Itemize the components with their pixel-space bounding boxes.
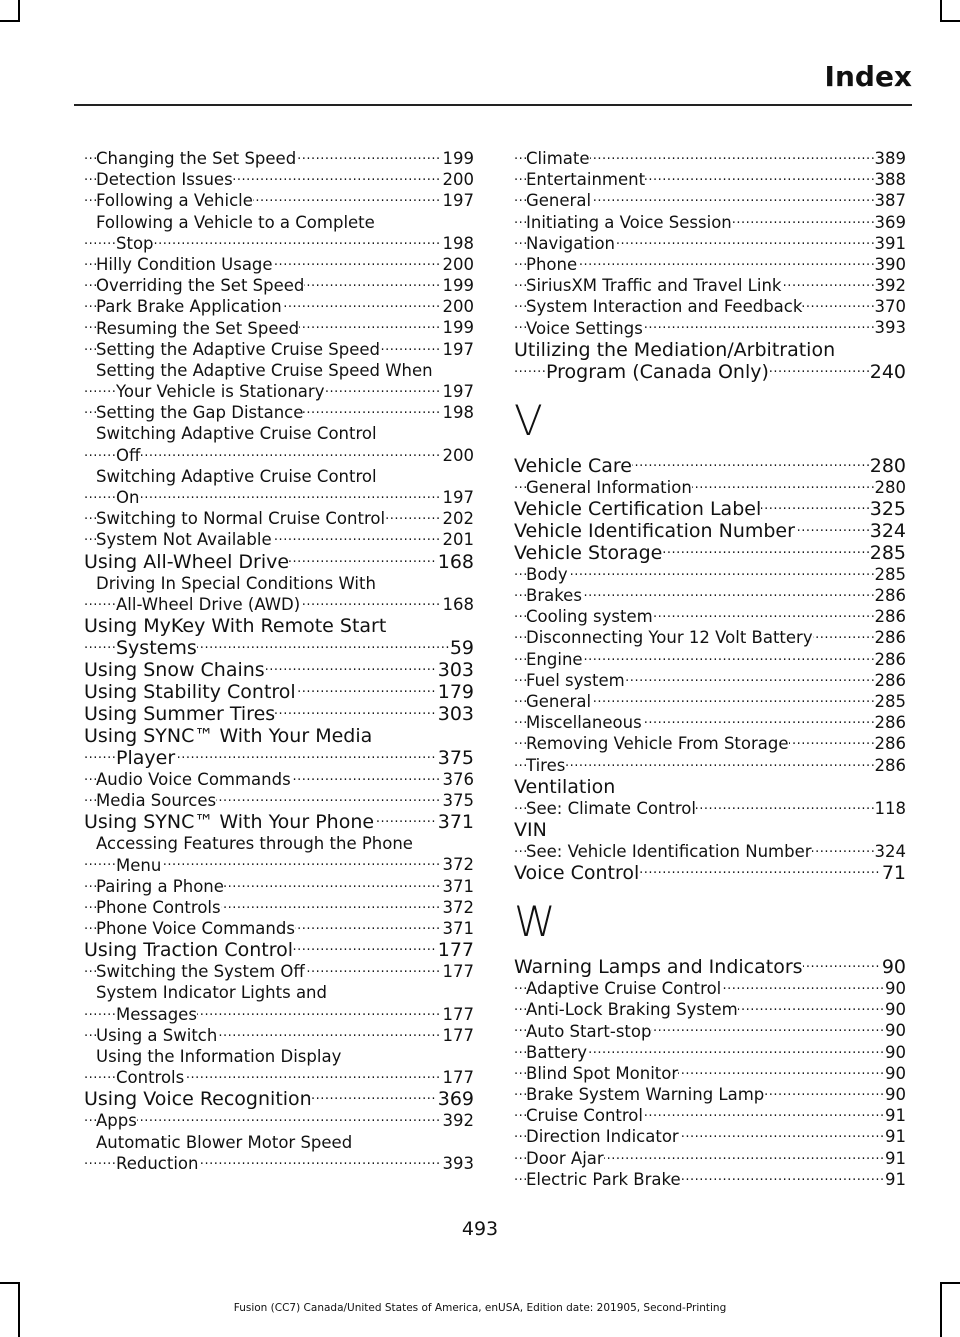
- index-entry: [514, 841, 906, 862]
- index-entry: [514, 190, 906, 211]
- index-entry-text: Switching to Normal Cruise Control: [96, 509, 386, 529]
- index-entry-text: Anti-Lock Braking System: [526, 1000, 738, 1020]
- index-entry-text: Auto Start-stop: [526, 1021, 652, 1041]
- title-divider: [74, 104, 912, 106]
- crop-mark-top-left-v: [18, 0, 20, 22]
- index-page-ref: 391: [874, 233, 906, 253]
- index-entry-text: Brakes: [526, 586, 582, 606]
- index-entry: [514, 296, 906, 317]
- index-entry: [514, 477, 906, 498]
- index-entry-text: Using Summer Tires: [84, 702, 276, 725]
- index-entry: [514, 585, 906, 606]
- index-entry: [84, 637, 474, 659]
- index-entry-text: Engine: [526, 649, 583, 669]
- index-entry-text: Driving In Special Conditions With: [96, 573, 376, 593]
- index-entry: [84, 466, 474, 487]
- index-entry-text: Miscellaneous: [526, 713, 642, 733]
- index-entry: [84, 659, 474, 681]
- index-page-ref: 285: [874, 691, 906, 711]
- index-entry: [514, 1042, 906, 1063]
- index-entry-text: Controls: [116, 1068, 185, 1088]
- index-page-ref: 90: [885, 979, 906, 999]
- index-page-ref: 91: [885, 1169, 906, 1189]
- index-entry-text: System Not Available: [96, 530, 272, 550]
- index-page-ref: 286: [874, 670, 906, 690]
- index-entry: [514, 1021, 906, 1042]
- index-page-ref: 371: [442, 919, 474, 939]
- index-entry: [514, 498, 906, 520]
- index-entry-text: Blind Spot Monitor: [526, 1063, 679, 1083]
- index-entry-text: Automatic Blower Motor Speed: [96, 1132, 353, 1152]
- index-entry: [514, 606, 906, 627]
- index-entry: [514, 755, 906, 776]
- index-page-ref: 280: [869, 454, 906, 477]
- index-entry-text: Using SYNC™ With Your Phone: [84, 811, 375, 834]
- index-page-ref: 372: [442, 855, 474, 875]
- index-entry: [514, 169, 906, 190]
- index-entry-text: V: [514, 395, 543, 445]
- index-entry-text: Cooling system: [526, 607, 653, 627]
- index-entry: [84, 381, 474, 402]
- index-entry: [84, 1025, 474, 1046]
- index-page-ref: 177: [442, 1004, 474, 1024]
- index-page-ref: 371: [442, 876, 474, 896]
- index-page-ref: 303: [437, 702, 474, 725]
- index-page-ref: 286: [874, 607, 906, 627]
- index-page-ref: 177: [437, 939, 474, 962]
- index-entry-text: Entertainment: [526, 170, 646, 190]
- index-page-ref: 179: [437, 680, 474, 703]
- index-entry-text: System Indicator Lights and: [96, 983, 327, 1003]
- index-entry: [514, 691, 906, 712]
- index-page-ref: 369: [874, 212, 906, 232]
- index-entry-text: Door Ajar: [526, 1148, 604, 1168]
- index-entry: [514, 455, 906, 477]
- index-entry: [514, 542, 906, 564]
- index-page-ref: 285: [874, 564, 906, 584]
- index-entry-text: SiriusXM Traffic and Travel Link: [526, 276, 782, 296]
- index-page-ref: 200: [442, 445, 474, 465]
- index-page-ref: 199: [442, 276, 474, 296]
- index-entry-text: Following a Vehicle to a Complete: [96, 212, 375, 232]
- index-entry-text: Phone: [526, 254, 578, 274]
- index-entry-text: VIN: [514, 818, 547, 841]
- index-page-ref: 90: [885, 1000, 906, 1020]
- index-entry-text: Warning Lamps and Indicators: [514, 956, 803, 979]
- index-page-ref: 168: [442, 594, 474, 614]
- index-page-ref: 59: [449, 636, 474, 659]
- index-entry: [84, 445, 474, 466]
- index-entry: [514, 361, 906, 383]
- index-entry-text: Disconnecting Your 12 Volt Battery: [526, 628, 813, 648]
- index-page-ref: 392: [874, 276, 906, 296]
- index-entry: [84, 508, 474, 529]
- index-page-ref: 91: [885, 1127, 906, 1147]
- index-entry: [514, 956, 906, 978]
- index-entry-text: Your Vehicle is Stationary: [116, 382, 325, 402]
- index-entry-text: Electric Park Brake: [526, 1169, 681, 1189]
- index-entry: [84, 876, 474, 897]
- index-entry-text: Using Snow Chains: [84, 658, 265, 681]
- index-entry: [514, 733, 906, 754]
- index-entry: [84, 254, 474, 275]
- index-page-ref: 200: [442, 170, 474, 190]
- index-entry: [84, 360, 474, 381]
- index-entry-text: Using a Switch: [96, 1025, 218, 1045]
- index-page-ref: 371: [437, 811, 474, 834]
- index-page-ref: 392: [442, 1111, 474, 1131]
- index-entry-text: Switching Adaptive Cruise Control: [96, 424, 377, 444]
- index-entry-text: Setting the Adaptive Cruise Speed When: [96, 360, 433, 380]
- index-page-ref: 91: [885, 1148, 906, 1168]
- index-entry: [514, 520, 906, 542]
- index-entry-text: Stop: [116, 233, 154, 253]
- index-page-ref: 393: [442, 1153, 474, 1173]
- index-entry-text: Park Brake Application: [96, 297, 282, 317]
- index-entry-text: Vehicle Certification Label: [514, 497, 762, 520]
- index-entry-text: Hilly Condition Usage: [96, 254, 273, 274]
- index-entry: [514, 339, 906, 361]
- index-entry-text: Systems: [116, 636, 197, 659]
- index-entry-text: Using SYNC™ With Your Media: [84, 724, 373, 747]
- index-page-ref: 71: [881, 862, 906, 885]
- crop-mark-top-left-h: [0, 20, 20, 22]
- index-entry: [84, 918, 474, 939]
- index-entry-text: Using All-Wheel Drive: [84, 550, 290, 573]
- index-page-ref: 286: [874, 713, 906, 733]
- index-entry-text: Tires: [526, 755, 566, 775]
- index-page-ref: 168: [437, 550, 474, 573]
- index-entry-text: Removing Vehicle From Storage: [526, 734, 789, 754]
- index-page-ref: 388: [874, 170, 906, 190]
- index-entry: [514, 649, 906, 670]
- index-entry-text: Cruise Control: [526, 1106, 643, 1126]
- index-entry: [84, 1153, 474, 1174]
- index-page-ref: 199: [442, 318, 474, 338]
- crop-mark-bottom-left-h: [0, 1282, 20, 1284]
- index-entry: [514, 999, 906, 1020]
- crop-mark-top-right-v: [940, 0, 942, 22]
- index-entry: [84, 703, 474, 725]
- index-entry: [84, 296, 474, 317]
- index-entry: [84, 275, 474, 296]
- index-entry-text: Menu: [116, 855, 162, 875]
- index-entry: [514, 1169, 906, 1190]
- index-entry-text: See: Climate Control: [526, 798, 696, 818]
- index-entry: [514, 627, 906, 648]
- index-entry-text: Fuel system: [526, 670, 625, 690]
- footer-edition-text: Fusion (CC7) Canada/United States of America, enUSA, Edition date: 201905, Second-Printing: [233, 1302, 727, 1314]
- index-entry-text: Using Voice Recognition: [84, 1088, 312, 1111]
- index-entry: [84, 573, 474, 594]
- index-entry-text: Apps: [96, 1111, 137, 1131]
- index-page-ref: 198: [442, 233, 474, 253]
- index-page-ref: 202: [442, 509, 474, 529]
- index-entry: [514, 862, 906, 884]
- index-entry: [84, 594, 474, 615]
- index-entry: [514, 254, 906, 275]
- index-entry-text: Vehicle Storage: [514, 541, 663, 564]
- index-entry-text: General Information: [526, 477, 692, 497]
- index-entry-text: Using Traction Control: [84, 939, 294, 962]
- index-entry: [84, 747, 474, 769]
- index-page-ref: 303: [437, 658, 474, 681]
- index-entry: [84, 402, 474, 423]
- index-entry: [84, 939, 474, 961]
- index-entry: [84, 148, 474, 169]
- index-entry-text: Phone Controls: [96, 897, 221, 917]
- index-entry-text: Utilizing the Mediation/Arbitration: [514, 338, 836, 361]
- index-entry-text: W: [514, 897, 556, 947]
- index-entry-text: Vehicle Identification Number: [514, 519, 795, 542]
- index-letter-heading: [514, 884, 906, 956]
- index-entry: [514, 1126, 906, 1147]
- index-entry: [84, 833, 474, 854]
- index-entry-text: Phone Voice Commands: [96, 919, 295, 939]
- index-column-right: [514, 148, 906, 1190]
- index-entry-text: Following a Vehicle: [96, 191, 253, 211]
- index-page-ref: 118: [874, 798, 906, 818]
- index-page-ref: 197: [442, 191, 474, 211]
- index-entry: [514, 1084, 906, 1105]
- index-entry: [514, 212, 906, 233]
- index-page-ref: 286: [874, 586, 906, 606]
- index-entry-text: System Interaction and Feedback: [526, 297, 803, 317]
- index-page-ref: 200: [442, 254, 474, 274]
- index-entry-text: Off: [116, 445, 141, 465]
- index-entry-text: Player: [116, 746, 176, 769]
- index-entry: [84, 233, 474, 254]
- index-entry-text: Reduction: [116, 1153, 199, 1173]
- index-entry: [84, 423, 474, 444]
- index-page-ref: 370: [874, 297, 906, 317]
- index-page-ref: 325: [869, 497, 906, 520]
- index-entry: [84, 769, 474, 790]
- index-page-ref: 199: [442, 148, 474, 168]
- index-entry-text: Brake System Warning Lamp: [526, 1085, 765, 1105]
- index-entry: [514, 712, 906, 733]
- index-page-ref: 177: [442, 1068, 474, 1088]
- index-page-ref: 197: [442, 339, 474, 359]
- index-page-ref: 324: [874, 841, 906, 861]
- index-page-ref: 240: [869, 360, 906, 383]
- index-entry-text: General: [526, 692, 592, 711]
- index-entry: [84, 487, 474, 508]
- index-entry-text: Direction Indicator: [526, 1127, 679, 1147]
- index-page-ref: 197: [442, 382, 474, 402]
- index-page-ref: 324: [869, 519, 906, 542]
- index-letter-heading: [514, 383, 906, 455]
- index-entry: [84, 961, 474, 982]
- index-entry: [84, 1110, 474, 1131]
- index-entry: [84, 1132, 474, 1153]
- index-page-ref: 177: [442, 1025, 474, 1045]
- index-page-ref: 198: [442, 403, 474, 423]
- index-page-ref: 372: [442, 897, 474, 917]
- index-page-ref: 197: [442, 487, 474, 507]
- index-entry-text: General: [526, 191, 592, 211]
- index-page-ref: 286: [874, 734, 906, 754]
- index-page-ref: 285: [869, 541, 906, 564]
- index-page-ref: 286: [874, 755, 906, 775]
- index-page-ref: 375: [437, 746, 474, 769]
- index-page-ref: 390: [874, 254, 906, 274]
- index-entry: [84, 318, 474, 339]
- index-entry: [84, 811, 474, 833]
- index-column-left: [84, 148, 474, 1174]
- index-entry-text: Using the Information Display: [96, 1047, 342, 1066]
- index-page-ref: 90: [885, 1063, 906, 1083]
- index-entry: [84, 339, 474, 360]
- index-page-ref: 90: [881, 956, 906, 979]
- index-page-ref: 201: [442, 530, 474, 550]
- index-entry: [84, 725, 474, 747]
- index-entry-text: Changing the Set Speed: [96, 149, 297, 168]
- index-page-ref: 200: [442, 297, 474, 317]
- index-entry-text: On: [116, 488, 140, 507]
- index-page-ref: 393: [874, 318, 906, 338]
- index-entry: [84, 1088, 474, 1110]
- index-entry: [84, 551, 474, 573]
- index-entry-text: Battery: [526, 1042, 588, 1062]
- page-number: 493: [461, 1218, 499, 1240]
- index-entry: [84, 190, 474, 211]
- index-entry: [514, 670, 906, 691]
- index-entry: [514, 798, 906, 819]
- index-entry-text: Resuming the Set Speed: [96, 318, 300, 338]
- index-entry: [84, 790, 474, 811]
- index-entry-text: Body: [526, 564, 568, 584]
- index-entry-text: Switching the System Off: [96, 962, 305, 982]
- index-page-ref: 389: [874, 148, 906, 168]
- index-entry: [84, 1004, 474, 1025]
- index-entry-text: Using Stability Control: [84, 680, 296, 703]
- index-entry-text: See: Vehicle Identification Number: [526, 841, 812, 861]
- index-page-ref: 375: [442, 791, 474, 811]
- index-entry: [84, 681, 474, 703]
- index-entry-text: Navigation: [526, 233, 615, 253]
- index-entry: [514, 1063, 906, 1084]
- index-entry-text: Using MyKey With Remote Start: [84, 614, 387, 637]
- index-entry: [84, 1046, 474, 1067]
- index-page-ref: 286: [874, 628, 906, 648]
- index-entry-text: Climate: [526, 149, 590, 168]
- index-entry: [84, 855, 474, 876]
- index-entry: [84, 615, 474, 637]
- index-entry-text: Setting the Adaptive Cruise Speed: [96, 339, 380, 359]
- index-page-ref: 280: [874, 477, 906, 497]
- index-entry-text: Overriding the Set Speed: [96, 276, 305, 296]
- index-page-ref: 91: [885, 1106, 906, 1126]
- index-page-ref: 376: [442, 769, 474, 789]
- index-entry-text: Voice Control: [514, 862, 640, 885]
- index-entry: [84, 169, 474, 190]
- index-entry: [514, 148, 906, 169]
- index-entry: [514, 819, 906, 841]
- index-entry-text: Adaptive Cruise Control: [526, 979, 722, 999]
- index-entry-text: Program (Canada Only): [546, 360, 769, 383]
- page-title: Index: [824, 60, 912, 93]
- index-entry: [514, 978, 906, 999]
- crop-mark-bottom-right-h: [940, 1282, 960, 1284]
- index-entry-text: Accessing Features through the Phone: [96, 834, 413, 854]
- index-entry-text: Voice Settings: [526, 318, 643, 338]
- index-entry-text: Initiating a Voice Session: [526, 212, 732, 232]
- index-entry-text: Detection Issues: [96, 170, 233, 190]
- index-entry-text: Pairing a Phone: [96, 876, 224, 896]
- index-entry-text: Switching Adaptive Cruise Control: [96, 466, 377, 486]
- index-entry: [84, 1067, 474, 1088]
- index-entry: [84, 212, 474, 233]
- index-entry-text: Ventilation: [514, 775, 616, 798]
- index-entry-text: Vehicle Care: [514, 454, 632, 477]
- index-entry: [514, 1105, 906, 1126]
- index-entry-text: Media Sources: [96, 791, 217, 811]
- index-entry: [84, 529, 474, 550]
- index-page-ref: 90: [885, 1042, 906, 1062]
- crop-mark-top-right-h: [940, 20, 960, 22]
- index-entry: [84, 982, 474, 1003]
- index-entry-text: Audio Voice Commands: [96, 769, 291, 789]
- index-entry: [514, 1148, 906, 1169]
- index-page-ref: 387: [874, 191, 906, 211]
- index-page-ref: 90: [885, 1021, 906, 1041]
- index-entry: [514, 275, 906, 296]
- index-page-ref: 369: [437, 1088, 474, 1111]
- index-entry: [514, 776, 906, 798]
- index-entry-text: All-Wheel Drive (AWD): [116, 594, 301, 614]
- index-page-ref: 90: [885, 1085, 906, 1105]
- index-page-ref: 286: [874, 649, 906, 669]
- index-entry: [514, 564, 906, 585]
- index-entry-text: Messages: [116, 1004, 197, 1024]
- index-entry: [514, 233, 906, 254]
- index-page-ref: 177: [442, 962, 474, 982]
- index-entry-text: Setting the Gap Distance: [96, 403, 304, 423]
- index-entry: [514, 318, 906, 339]
- index-entry: [84, 897, 474, 918]
